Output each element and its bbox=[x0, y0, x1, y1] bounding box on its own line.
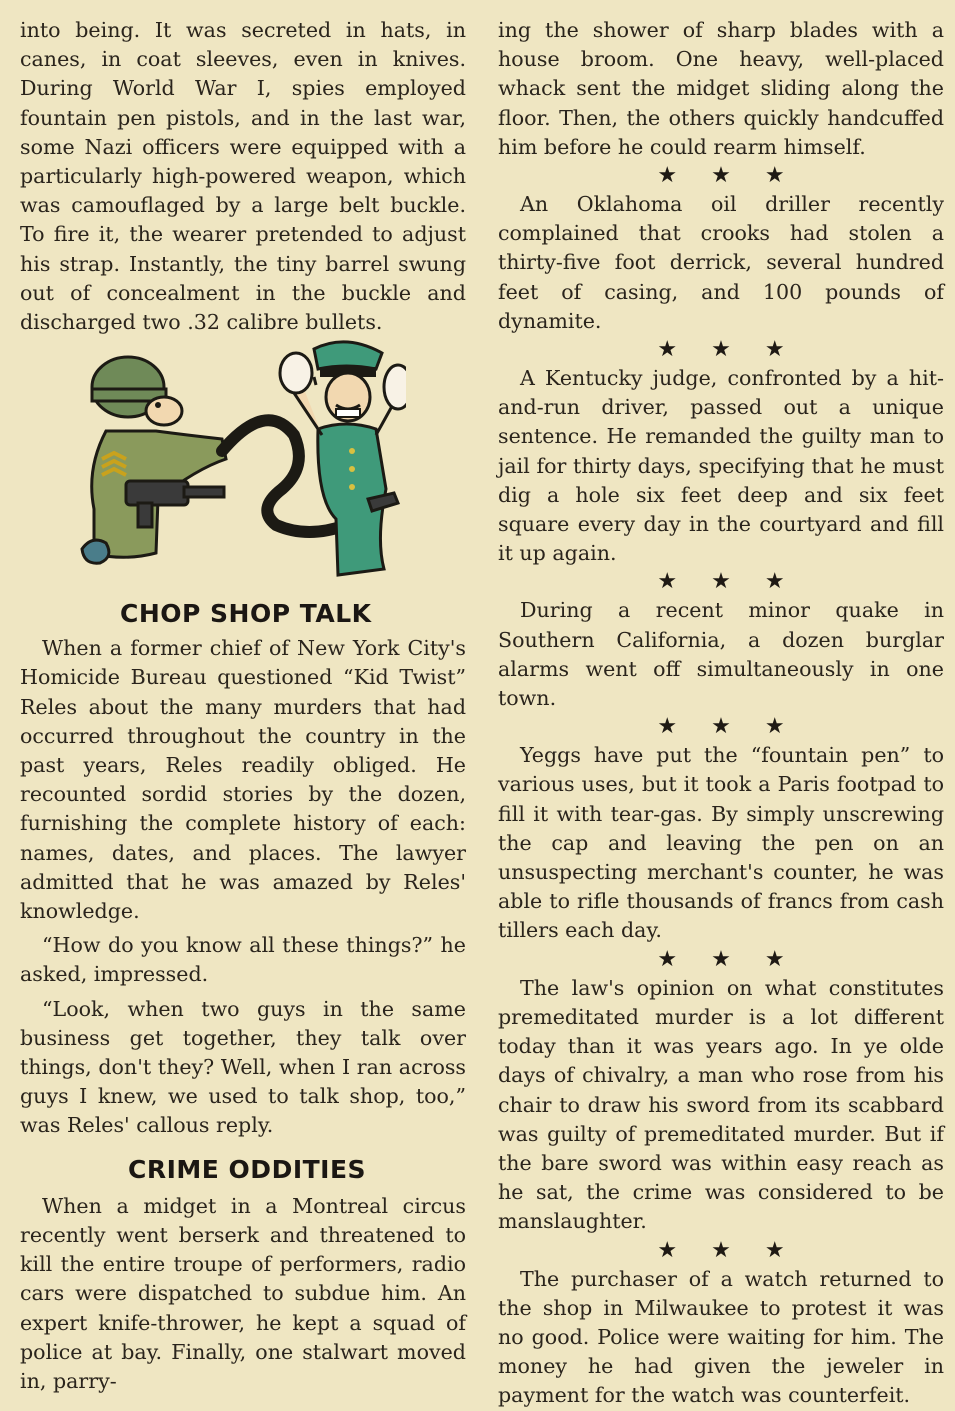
soldier-figure bbox=[82, 357, 226, 563]
soldier-arrests-officer-illustration bbox=[46, 339, 406, 595]
right-column bbox=[498, 16, 944, 1411]
california-quake-paragraph: During a recent minor quake in Southern California, a dozen burglar alarms went off simultaneously in one town. bbox=[498, 598, 944, 711]
star-separator: ★★★ bbox=[657, 163, 819, 189]
chop-shop-paragraph-1: When a former chief of New York City's Homicide Bureau questioned “Kid Twist” Reles about the many murders that had occurred throughout the country in the past years, Reles readily obliged. He recounted sordid stories by the dozen, furnishing the complete history of each: names, dates, and places. The lawyer admitted that he was amazed by Reles' knowledge. bbox=[20, 636, 466, 924]
chop-shop-paragraph-3: “Look, when two guys in the same business get together, they talk over things, don't they? Well, when I ran across guys I knew, we used to talk shop, too,” was Reles' callous reply. bbox=[20, 996, 466, 1138]
star-separator: ★★★ bbox=[657, 714, 819, 740]
star-separator: ★★★ bbox=[657, 1237, 819, 1263]
premeditated-murder-paragraph: The law's opinion on what constitutes premeditated murder is a lot different today than it was years ago. In ye olde days of chivalry, a man who rose from his chair to draw his sword from its scabbard was guilty of premeditated murder. But if the bare sword was within easy reach as he sat, the crime was considered to be manslaughter. bbox=[498, 975, 944, 1234]
kentucky-judge-paragraph: A Kentucky judge, confronted by a hit-and-run driver, passed out a unique sentence. He remanded the guilty man to jail for thirty days, specifying that he must dig a hole six feet deep and six feet square every day in the courtyard and fill it up again. bbox=[498, 366, 944, 566]
intro-paragraph: into being. It was secreted in hats, in canes, in coat sleeves, even in knives. During World War I, spies employed fountain pen pistols, and in the last war, some Nazi officers were equipped with a particularly high-powered weapon, which was camouflaged by a large belt buckle. To fire it, the wearer pretended to adjust his strap. Instantly, the tiny barrel swung out of concealment in the buckle and discharged two .32 calibre bullets. bbox=[20, 18, 466, 335]
star-separator: ★★★ bbox=[657, 337, 819, 363]
chop-shop-paragraph-2: “How do you know all these things?” he asked, impressed. bbox=[20, 933, 466, 987]
crime-oddities-heading: CRIME ODDITIES bbox=[128, 1154, 367, 1184]
midget-story-continued: ing the shower of sharp blades with a house broom. One heavy, well-placed whack sent the midget sliding along the floor. Then, the others quickly handcuffed him before he could rearm himself. bbox=[498, 18, 944, 159]
star-separator: ★★★ bbox=[657, 569, 819, 595]
left-column bbox=[20, 16, 466, 1396]
oklahoma-driller-paragraph: An Oklahoma oil driller recently complained that crooks had stolen a thirty-five foot derrick, several hundred feet of casing, and 100 pounds of dynamite. bbox=[498, 192, 944, 333]
milwaukee-watch-paragraph: The purchaser of a watch returned to the shop in Milwaukee to protest it was no good. Police were waiting for him. The money he had given the jeweler in payment for the watch was counterfeit. bbox=[498, 1266, 944, 1408]
crime-oddities-paragraph-1: When a midget in a Montreal circus recently went berserk and threatened to kill the entire troupe of performers, radio cars were dispatched to subdue him. An expert knife-thrower, he kept a squad of police at bay. Finally, one stalwart moved in, parry- bbox=[20, 1193, 466, 1393]
fountain-pen-paragraph: Yeggs have put the “fountain pen” to various uses, but it took a Paris footpad to fill it with tear-gas. By simply unscrewing the cap and leaving the pen on an unsuspecting merchant's counter, he was able to rifle thousands of francs from cash tillers each day. bbox=[498, 743, 944, 943]
cartoon-illustration bbox=[20, 339, 466, 595]
star-separator: ★★★ bbox=[657, 946, 819, 972]
chop-shop-talk-heading: CHOP SHOP TALK bbox=[120, 599, 372, 629]
